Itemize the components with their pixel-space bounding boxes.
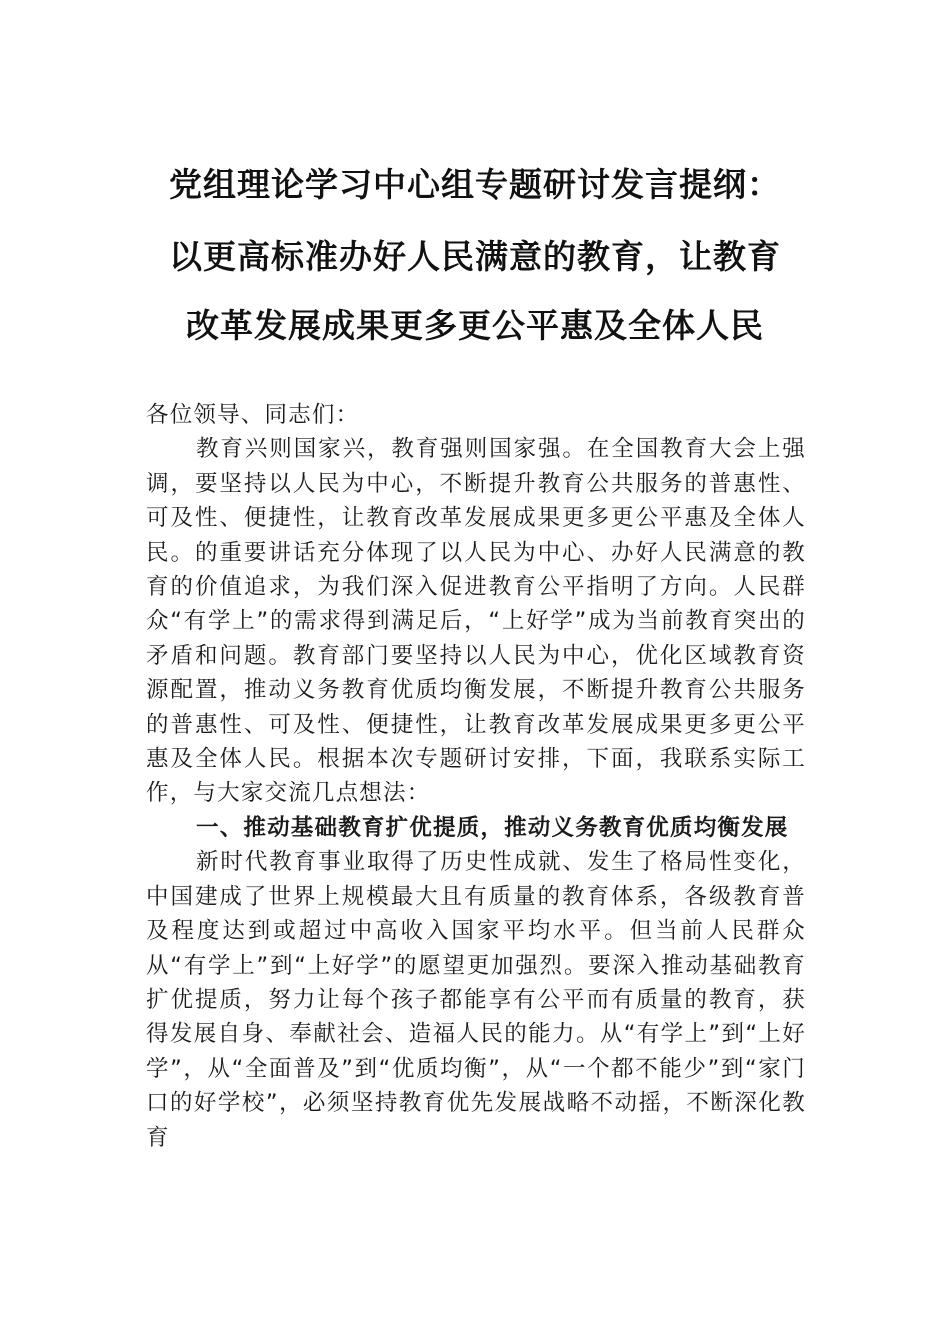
- intro-paragraph: 教育兴则国家兴，教育强则国家强。在全国教育大会上强调，要坚持以人民为中心，不断提升教育公共服务的普惠性、可及性、便捷性，让教育改革发展成果更多更公平惠及全体人民。的重要讲话充分体现了以人民为中心、办好人民满意的教育的价值追求，为我们深入促进教育公平指明了方向。人民群众“有学上”的需求得到满足后，“上好学”成为当前教育突出的矛盾和问题。教育部门要坚持以人民为中心，优化区域教育资源配置，推动义务教育优质均衡发展，不断提升教育公共服务的普惠性、可及性、便捷性，让教育改革发展成果更多更公平惠及全体人民。根据本次专题研讨安排，下面，我联系实际工作，与大家交流几点想法：: [146, 436, 806, 807]
- section-heading-1: 一、推动基础教育扩优提质，推动义务教育优质均衡发展: [196, 814, 789, 841]
- document-title-line-2: 以更高标准办好人民满意的教育，让教育: [169, 237, 781, 276]
- document-title-line-3: 改革发展成果更多更公平惠及全体人民: [186, 306, 764, 345]
- salutation: 各位领导、同志们：: [146, 402, 360, 428]
- document-title-line-1: 党组理论学习中心组专题研讨发言提纲：: [169, 165, 781, 204]
- document-body: [146, 398, 806, 1155]
- section-paragraph-1: 新时代教育事业取得了历史性成就、发生了格局性变化，中国建成了世界上规模最大且有质量的教育体系，各级教育普及程度达到或超过中高收入国家平均水平。但当前人民群众从“有学上”到“上好学”的愿望更加强烈。要深入推动基础教育扩优提质，努力让每个孩子都能享有公平而有质量的教育，获得发展自身、奉献社会、造福人民的能力。从“有学上”到“上好学”，从“全面普及”到“优质均衡”，从“一个都不能少”到“家门口的好学校”，必须坚持教育优先发展战略不动摇，不断深化教育: [146, 849, 806, 1151]
